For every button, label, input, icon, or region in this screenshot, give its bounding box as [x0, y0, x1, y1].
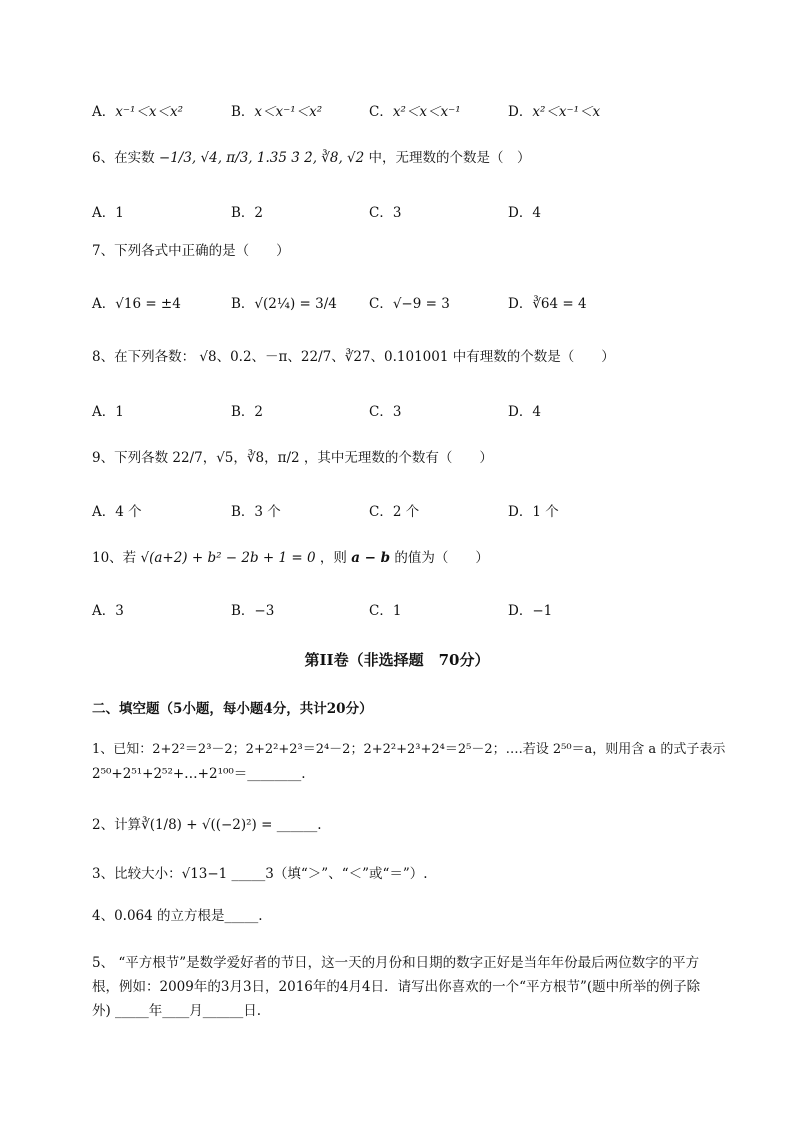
option-label: B．	[231, 104, 255, 120]
q10-option-c: C．1	[369, 603, 402, 619]
q10-option-b: B．−3	[231, 603, 275, 619]
fill-question-5: 5、 “平方根节”是数学爱好者的节日，这一天的月份和日期的数字正好是当年年份最后两位数字的平方根，例如：2009年的3月3日，2016年的4月4日．请写出你喜欢的一个“平方根节”(题中所举的例子除外) _____年____月______日.	[92, 955, 701, 1019]
question-suffix: ，其中无理数的个数有（ ）	[303, 450, 493, 466]
q5-option-c	[369, 100, 461, 120]
section-2-title: 二、填空题（5小题，每小题4分，共计20分）	[92, 701, 373, 717]
q9-option-b: B．3 个	[231, 504, 281, 520]
q8-option-b: B．2	[231, 404, 264, 420]
q10-option-a: A．3	[92, 603, 124, 619]
q5-option-a	[92, 100, 183, 120]
question-10	[92, 548, 489, 568]
option-label: C．	[369, 104, 393, 120]
q9-option-d: D．1 个	[508, 504, 559, 520]
q8-option-a: A．1	[92, 404, 124, 420]
part-2-title: 第II卷（非选择题 70分）	[304, 651, 490, 669]
q6-option-c: C．3	[369, 205, 402, 221]
question-prefix: 6、在实数	[92, 150, 155, 166]
question-prefix: 9、下列各数	[92, 450, 169, 466]
question-suffix: 中，无理数的个数是（ ）	[368, 150, 531, 166]
q7-option-d: D．∛64 = 4	[508, 296, 587, 312]
option-expr: x⁻¹＜x＜x²	[115, 104, 184, 120]
question-suffix: 中有理数的个数是（ ）	[452, 349, 615, 365]
fill-question-2: 2、计算∛(1/8) + √((−2)²) = ______.	[92, 817, 322, 833]
q8-option-d: D．4	[508, 404, 541, 420]
q6-option-a: A．1	[92, 205, 124, 221]
q9-option-a: A．4 个	[92, 504, 142, 520]
question-6	[92, 148, 531, 168]
question-numbers: √8、0.2、－π、22/7、∛27、0.101001	[199, 349, 449, 365]
q7-option-b: B．√(2¼) = 3/4	[231, 296, 337, 312]
fill-question-1	[92, 738, 726, 786]
question-prefix: 8、在下列各数：	[92, 349, 196, 365]
fill-1-line-1: 1、已知：2+2²＝2³－2；2+2²+2³＝2⁴－2；2+2²+2³+2⁴＝2⁵－2；….若设 2⁵⁰＝a，则用含 a 的式子表示	[92, 742, 726, 757]
question-suffix: 的值为（ ）	[394, 550, 489, 566]
question-8	[92, 347, 615, 367]
option-expr: x²＜x⁻¹＜x	[532, 104, 601, 120]
q7-option-c: C．√−9 = 3	[369, 296, 450, 312]
fill-question-3: 3、比较大小：√13−1 _____3（填“＞”、“＜”或“＝”）.	[92, 866, 428, 882]
question-equation: √(a+2) + b² − 2b + 1 = 0	[140, 550, 316, 566]
question-numbers: 22/7，√5，∛8，π/2	[172, 450, 300, 466]
question-prefix: 10、若	[92, 550, 137, 566]
q10-option-d: D．−1	[508, 603, 553, 619]
option-label: A．	[92, 104, 116, 120]
question-9	[92, 448, 493, 468]
fill-1-line-2: 2⁵⁰+2⁵¹+2⁵²+…+2¹⁰⁰＝________.	[92, 766, 306, 782]
question-middle: ，则	[319, 550, 347, 566]
question-7: 7、下列各式中正确的是（ ）	[92, 243, 290, 259]
q6-option-d: D．4	[508, 205, 541, 221]
option-label: D．	[508, 104, 533, 120]
q8-option-c: C．3	[369, 404, 402, 420]
option-expr: x＜x⁻¹＜x²	[254, 104, 323, 120]
q5-option-d	[508, 100, 600, 120]
option-expr: x²＜x＜x⁻¹	[392, 104, 461, 120]
q9-option-c: C．2 个	[369, 504, 420, 520]
fill-question-4: 4、0.064 的立方根是_____.	[92, 908, 263, 924]
q5-option-b	[231, 100, 322, 120]
question-numbers: −1/3, √4, π/3, 1.35 3̇ 2̇, ∛8, √2	[158, 150, 365, 166]
q6-option-b: B．2	[231, 205, 264, 221]
q7-option-a: A．√16 = ±4	[92, 296, 181, 312]
question-target: a − b	[351, 550, 391, 566]
